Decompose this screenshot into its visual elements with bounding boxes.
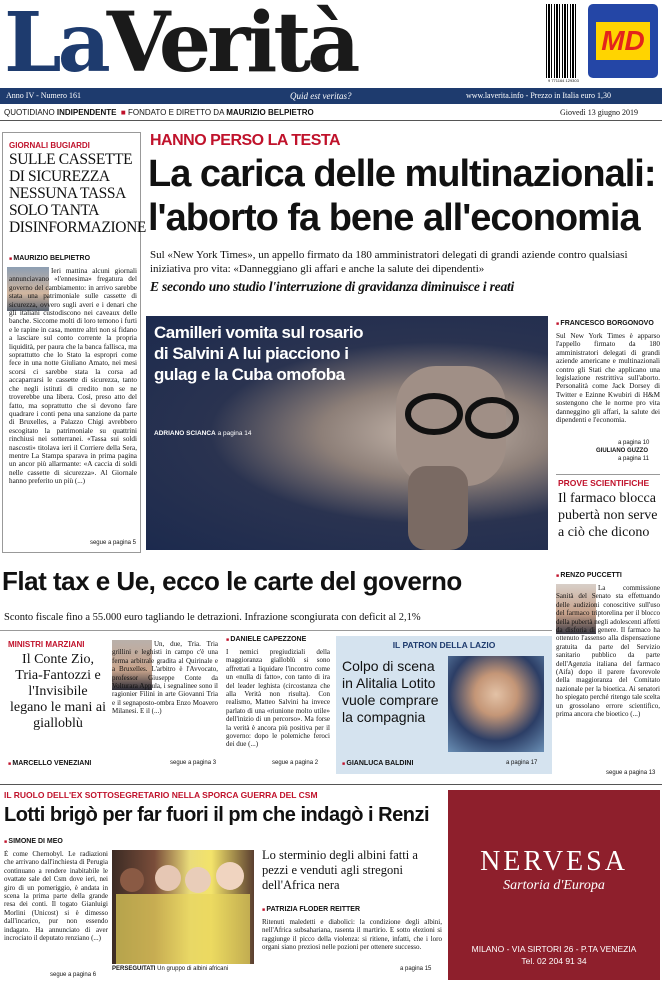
albini-author: ■ PATRIZIA FLODER REITTER xyxy=(262,906,360,913)
lazio-author: ■ GIANLUCA BALDINI xyxy=(342,760,413,767)
main-headline: La carica delle multinazionali: l'aborto fa bene all'economia xyxy=(148,153,656,239)
nervesa-address: MILANO - VIA SIRTORI 26 - P.TA VENEZIA xyxy=(471,944,637,954)
albini-headline: Lo sterminio degli albini fatti a pezzi e venduti agli stregoni dell'Africa nera xyxy=(262,848,418,892)
main-standfirst: Sul «New York Times», un appello firmato da 180 amministratori delegati di grandi aziende contro qualsiasi iniziativa pro vita: «Danneggiano gli affari e anche la salute dei dipendenti» xyxy=(150,249,628,275)
guzzo-page: a pagina 11 xyxy=(618,456,649,462)
editorial-headline: SULLE CASSETTE DI SICUREZZA NESSUNA TASSA SOLO TANTA DISINFORMAZIONE xyxy=(9,151,146,236)
capezzone-more: segue a pagina 2 xyxy=(272,760,319,766)
lazio-kicker: IL PATRON DELLA LAZIO xyxy=(392,640,496,650)
edition: Anno IV - Numero 161 xyxy=(6,91,81,100)
editorial-kicker: GIORNALI BUGIARDI xyxy=(9,141,90,150)
people-icon xyxy=(112,850,254,964)
lazio-headline: Colpo di scena in Alitalia Lotito vuole comprare la compagnia xyxy=(342,658,439,725)
csm-body: È come Chernobyl. Le radiazioni che arrivano dall'inchiesta di Perugia continuano a rendere inabitabile le ovattate sale del Csm dove ieri, nei giro di un pomeriggio, è andata in scena la prima parte della grande resa dei conti. Il togato Gianluigi Morlini (Unicost) si è dimesso dall'incarico, pur non essendo indagato. Ha annunciato di aver incrociato il deputato renziano (...) xyxy=(4,850,108,943)
albini-photo xyxy=(112,850,254,964)
editorial-author: ■ MAURIZIO BELPIETRO xyxy=(9,255,90,262)
nervesa-ad[interactable] xyxy=(448,790,660,980)
web-price: www.laverita.info - Prezzo in Italia euro 1,30 xyxy=(466,91,611,100)
md-ad xyxy=(588,4,658,78)
marziani-headline: Il Conte Zio, Tria-Fantozzi e l'Invisibile legano le mani ai gialloblù xyxy=(9,652,107,731)
md-logo: MD xyxy=(596,22,650,60)
editorial-more: segue a pagina 5 xyxy=(89,540,136,546)
farmaco-headline: Il farmaco blocca pubertà non serve a ciò che dicono xyxy=(558,491,658,540)
main-kicker: HANNO PERSO LA TESTA xyxy=(150,132,341,149)
nervesa-brand: NERVESA xyxy=(480,846,628,877)
csm-headline: Lotti brigò per far fuori il pm che indagò i Renzi xyxy=(4,804,430,826)
capezzone-body: I nemici pregiudiziali della maggioranza gialloblù si sono affrettati a liquidare l'incontro come un «nulla di fatto», con tanto di ira del leader leghista (circostanza che alla Verità non risulta). Con realismo, Matteo Salvini ha invece parlato di una «riunione molto utile» dell'inizio di un percorso». Ma forse la verità è ancora più positiva per il governo: dopo le polemiche feroci dei due (...) xyxy=(226,648,330,749)
guzzo-author: GIULIANO GUZZO xyxy=(596,448,648,454)
albini-body: Ritenuti maledetti e diabolici: la condizione degli albini, nell'Africa subsahariana, rasenta il martirio. E sotto elezioni si raggiunge il picco della violenza: si ritiene, infatti, che i loro organi siano preziosi nelle pozioni per ottenere successo. xyxy=(262,918,442,952)
editorial-body: Ieri mattina alcuni giornali annunciavano «l'ennesima» fregatura del governo del cambiamento: in arrivo sarebbe stata una patrimoniale sulle cassette di sicurezza, ovvero sugli averi e i denari che gli italiani custodiscono nei caveaux delle banche. Siccome molti di loro temono i furti e le rapine in casa, mentre altri non si fidano a lasciare sul conto corrente la propria liquidità, per paura che la banca fallisca, ma soprattutto che lo Stato la espropri come fece in una notte Giuliano Amato, nei mesi scorsi ci sarebbe stata la corsa ad accaparrarsi le cassette di sicurezza, tanto che negli istituti di credito non se ne troverebbe una libera. Così, preso atto del fatto, ma soprattutto che si devono fare quadrare i conti pena una sanzione da parte di Bruxelles, a Palazzo Chigi avrebbero escogitato la patrimoniale su quattrini rinchiusi nei sotterranei. «Tassa sui soldi nascosti» titolava ieri il Corriere della Sera, mentre La Stampa sparava in prima pagina un ancor più allarmante: «A caccia di soldi nelle cassette di sicurezza». Al Giornale hanno preferito un più (...) xyxy=(9,267,137,486)
csm-kicker: IL RUOLO DELL'EX SOTTOSEGRETARIO NELLA SPORCA GUERRA DEL CSM xyxy=(4,790,318,800)
marziani-more: segue a pagina 3 xyxy=(170,760,217,766)
csm-author: ■ SIMONE DI MEO xyxy=(4,838,63,845)
lazio-page: a pagina 17 xyxy=(506,760,538,766)
motto: Quid est veritas? xyxy=(290,91,352,101)
borgonovo-author: ■ FRANCESCO BORGONOVO xyxy=(556,320,654,327)
farmaco-kicker: PROVE SCIENTIFICHE xyxy=(558,478,650,488)
camilleri-headline: Camilleri vomita sul rosario di Salvini A lui piacciono i gulag e la Cuba omofoba xyxy=(154,323,363,384)
nervesa-tel: Tel. 02 204 91 34 xyxy=(521,956,587,966)
date: Giovedì 13 giugno 2019 xyxy=(560,108,638,117)
csm-more: segue a pagina 6 xyxy=(50,972,97,978)
tagline: QUOTIDIANO INDIPENDENTE ■ FONDATO E DIRETTO DA MAURIZIO BELPIETRO xyxy=(4,108,314,117)
nervesa-sub: Sartoria d'Europa xyxy=(503,878,605,893)
editorial-box xyxy=(2,132,146,553)
borgonovo-body: Sul New York Times è apparso l'appello firmato da 180 amministratori delegati di grandi aziende americane e multinazionali contro gli Stati che applicano una legislazione restrittiva sull'aborto. Personalità come Jack Dorsey di Twitter e Ezinne Kwubiri di H&M sostengono che le norme pro vita danneggino gli affari, la salute dei dipendenti e l'economia. xyxy=(556,332,660,425)
borgonovo-page: a pagina 10 xyxy=(618,440,650,446)
marziani-body: Un, due, Tria. Tria grillini e leghisti in campo c'è una ferma arbitrale gradita al Quirinale e a Bruxelles. L'arbitro è l'Avvocato, professor Giuseppe Conte da Volturara Appula, i segnalinee sono il ragionier Filini in arte Giovanni Tria e il segnaposto-ombra Enzo Moavero Milanesi. E il (...) xyxy=(112,640,218,716)
puccetti-more: segue a pagina 13 xyxy=(606,770,656,776)
marziani-author: ■ MARCELLO VENEZIANI xyxy=(8,760,91,767)
albini-caption-tag: PERSEGUITATI xyxy=(112,966,156,972)
barcode xyxy=(546,4,578,78)
puccetti-author: ■ RENZO PUCCETTI xyxy=(556,572,622,579)
capezzone-author: ■ DANIELE CAPEZZONE xyxy=(226,636,306,643)
marziani-kicker: MINISTRI MARZIANI xyxy=(8,640,85,649)
barcode-number: 9 771164 129303 xyxy=(548,78,579,83)
albini-page: a pagina 15 xyxy=(400,966,432,972)
main-sub: E secondo uno studio l'interruzione di gravidanza diminuisce i reati xyxy=(150,279,515,294)
edition-bar xyxy=(0,88,662,104)
camilleri-author: ADRIANO SCIANCA xyxy=(154,430,216,437)
camilleri-page: a pagina 14 xyxy=(217,430,252,437)
lotito-photo xyxy=(448,656,544,752)
flat-headline: Flat tax e Ue, ecco le carte del governo xyxy=(2,566,462,596)
flat-sub: Sconto fiscale fino a 55.000 euro tagliando le detrazioni. Infrazione scongiurata con deficit al 2,1% xyxy=(4,612,421,623)
camilleri-photo xyxy=(146,316,548,550)
albini-caption: Un gruppo di albini africani xyxy=(157,966,229,972)
masthead-title: LaVerità xyxy=(4,0,357,86)
lazio-box xyxy=(336,636,552,774)
puccetti-body: La commissione Sanità del Senato sta effettuando delle audizioni conoscitive sull'uso del farmaco triptorelina per il blocco della pubertà negli adolescenti affetti da disforia di genere. Il farmaco ha ottenuto l'assenso alla dispensazione gratuita da parte del Servizio sanitario pubblico da parte dell'Agenzia italiana del farmaco (Aifa) dopo il parere favorevole della maggioranza del Comitato nazionale per la bioetica. Ai senatori ho spiegato perché ritengo tale scelta un grossolano errore scientifico, prima ancora che bioetico (...) xyxy=(556,584,660,719)
